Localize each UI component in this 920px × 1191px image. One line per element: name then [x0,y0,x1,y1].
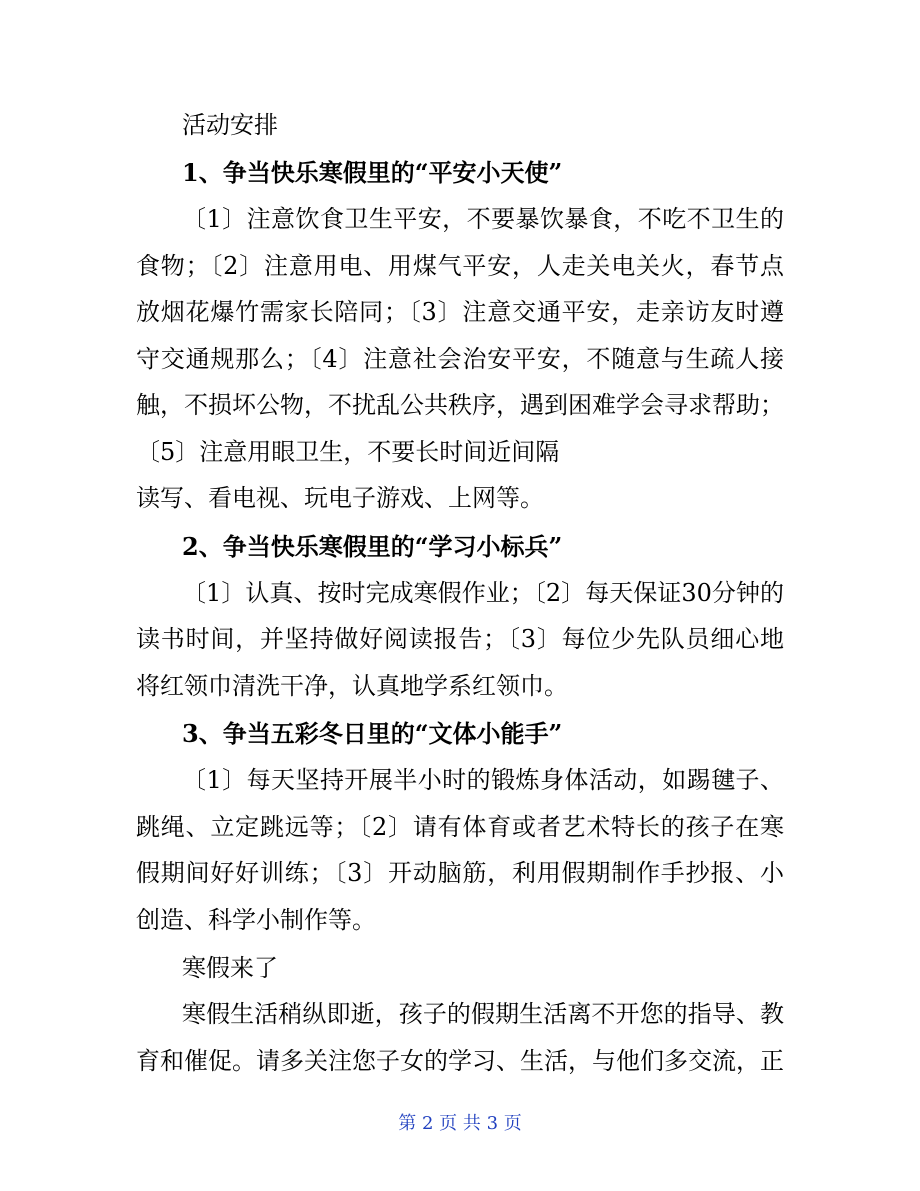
paragraph-line: 〔5〕注意用眼卫生，不要长时间近间隔 [136,438,560,466]
paragraph-line: 〔1〕注意饮食卫生平安，不要暴饮暴食，不吃不卫生的 [182,205,784,233]
paragraph-line: 创造、科学小制作等。 [136,906,376,934]
paragraph-line: 〔1〕认真、按时完成寒假作业；〔2〕每天保证30分钟的 [182,579,784,607]
paragraph-line: 读书时间，并坚持做好阅读报告；〔3〕每位少先队员细心地 [136,625,784,653]
paragraph-line: 〔1〕每天坚持开展半小时的锻炼身体活动，如踢毽子、 [182,766,784,794]
page-footer: 第 2 页 共 3 页 [398,1113,522,1134]
paragraph-line: 育和催促。请多关注您子女的学习、生活，与他们多交流，正 [136,1047,784,1075]
heading-safety-angel: 1、争当快乐寒假里的“平安小天使” [182,158,563,187]
section-title-winter-break: 寒假来了 [182,954,278,982]
paragraph-line: 守交通规那么；〔4〕注意社会治安平安，不随意与生疏人接 [136,345,784,373]
paragraph-line: 触，不损坏公物，不扰乱公共秩序，遇到困难学会寻求帮助； [136,391,784,419]
paragraph-line: 寒假生活稍纵即逝，孩子的假期生活离不开您的指导、教 [182,1000,784,1028]
heading-sports-talent: 3、争当五彩冬日里的“文体小能手” [182,719,563,748]
paragraph-line: 读写、看电视、玩电子游戏、上网等。 [136,484,544,512]
paragraph-line: 假期间好好训练；〔3〕开动脑筋，利用假期制作手抄报、小 [136,859,784,887]
paragraph-line: 放烟花爆竹需家长陪同；〔3〕注意交通平安，走亲访友时遵 [136,298,784,326]
section-title-activity: 活动安排 [182,111,278,139]
paragraph-line: 跳绳、立定跳远等；〔2〕请有体育或者艺术特长的孩子在寒 [136,813,784,841]
paragraph-line: 食物；〔2〕注意用电、用煤气平安，人走关电关火，春节点 [136,252,784,280]
paragraph-line: 将红领巾清洗干净，认真地学系红领巾。 [136,672,568,700]
heading-study-star: 2、争当快乐寒假里的“学习小标兵” [182,532,563,561]
